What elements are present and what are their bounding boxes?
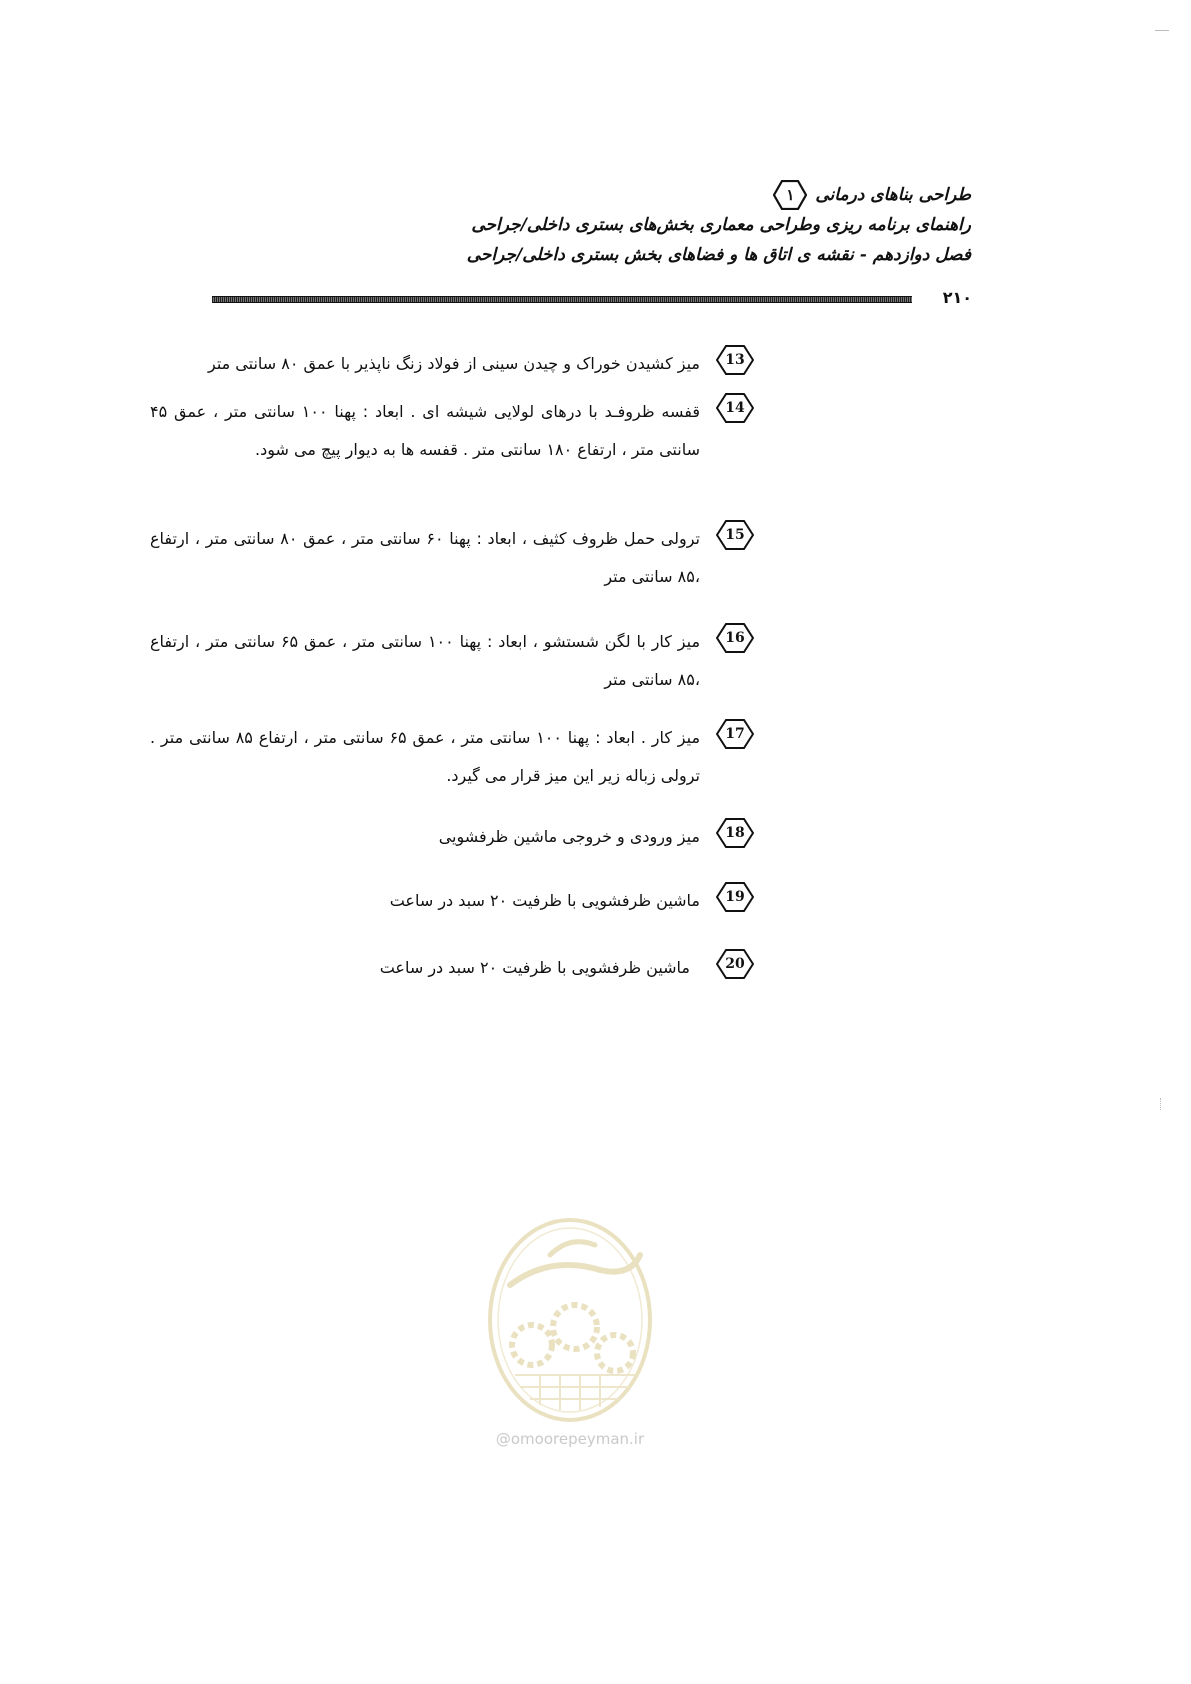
item-number: 13 (725, 352, 745, 368)
header-rule-row (212, 288, 972, 312)
item-number-badge (716, 818, 754, 848)
item-number-badge (716, 882, 754, 912)
page-number: ۲۱۰ (942, 288, 972, 307)
gear-logo-icon (480, 1215, 660, 1425)
item-text: میز کار . ابعاد : پهنا ۱۰۰ سانتی متر ، عمق ۶۵ سانتی متر ، ارتفاع ۸۵ سانتی متر . ترولی زباله زیر این میز قرار می گیرد. (150, 728, 701, 785)
header-rule (212, 296, 912, 303)
item-number: 19 (725, 889, 745, 905)
item-number-badge (716, 520, 754, 550)
book-title: طراحی بناهای درمانی (815, 185, 971, 205)
watermark-url: @omoorepeyman.ir (495, 1430, 645, 1448)
item-number: 17 (725, 726, 745, 742)
book-subtitle: راهنمای برنامه ریزی وطراحی معماری بخش‌های بستری داخلی/جراحی (471, 215, 971, 235)
item-text: قفسه ظروفـد با درهای لولایی شیشه ای . ابعاد : پهنا ۱۰۰ سانتی متر ، عمق ۴۵ سانتی متر ، ارتفاع ۱۸۰ سانتی متر . قفسه ها به دیوار پیچ می شود. (150, 402, 701, 459)
item-text: ترولی حمل ظروف کثیف ، ابعاد : پهنا ۶۰ سانتی متر ، عمق ۸۰ سانتی متر ، ارتفاع ،۸۵ سانتی متر (150, 529, 701, 586)
item-number-badge (716, 719, 754, 749)
item-number: 20 (725, 956, 745, 972)
item-number-badge (716, 949, 754, 979)
item-number: 18 (725, 825, 745, 841)
item-number-badge (716, 623, 754, 653)
item-text: ماشین ظرفشویی با ظرفیت ۲۰ سبد در ساعت (379, 958, 690, 977)
item-number-badge (716, 345, 754, 375)
volume-number: ۱ (786, 186, 795, 204)
chapter-title: فصل دوازدهم - نقشه ی اتاق ها و فضاهای بخش بستری داخلی/جراحی (466, 245, 971, 265)
item-number: 16 (725, 630, 745, 646)
scan-mark-top (1155, 30, 1169, 31)
scan-mark-side (1160, 1098, 1163, 1110)
watermark-logo (480, 1215, 660, 1425)
book-title-line (191, 180, 971, 210)
volume-badge (773, 180, 807, 210)
item-text: ماشین ظرفشویی با ظرفیت ۲۰ سبد در ساعت (389, 891, 700, 910)
item-number: 14 (725, 400, 745, 416)
item-text: میز کار با لگن شستشو ، ابعاد : پهنا ۱۰۰ سانتی متر ، عمق ۶۵ سانتی متر ، ارتفاع ،۸۵ سانتی متر (150, 632, 701, 689)
page-header (191, 180, 971, 270)
item-text: میز ورودی و خروجی ماشین ظرفشویی (438, 827, 700, 846)
item-text: میز کشیدن خوراک و چیدن سینی از فولاد زنگ ناپذیر با عمق ۸۰ سانتی متر (207, 354, 700, 373)
item-number-badge (716, 393, 754, 423)
item-number: 15 (725, 527, 745, 543)
